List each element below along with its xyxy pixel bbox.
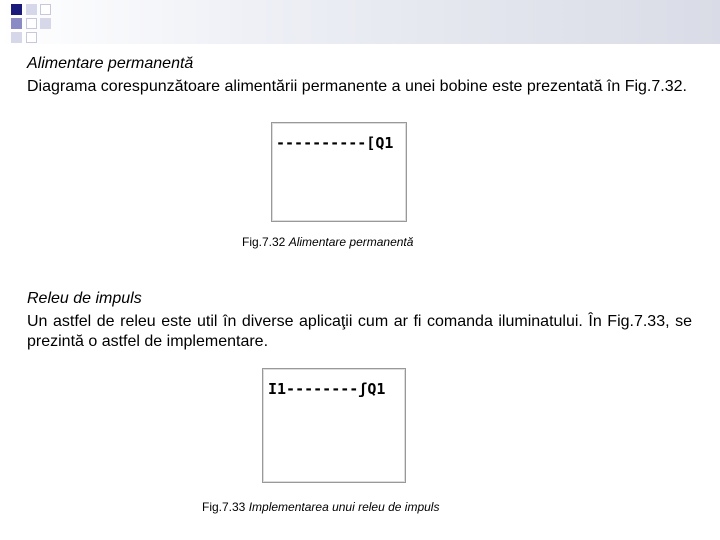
lcd-display-figure: [262, 368, 406, 483]
figure-number: Fig.7.33: [202, 500, 246, 514]
section-paragraph: Diagrama corespunzătoare alimentării permanente a unei bobine este prezentată în Fig.7.32.: [27, 78, 687, 95]
ladder-diagram-line: ----------[Q1: [276, 134, 394, 152]
section-paragraph: Un astfel de releu este util în diverse aplicaţii cum ar fi comanda iluminatului. În Fig.7.33, se prezintă o astfel de implementare.: [27, 313, 692, 350]
lcd-display-figure: [271, 122, 407, 222]
figure-number: Fig.7.32: [242, 235, 286, 249]
figure-title: Alimentare permanentă: [288, 235, 414, 249]
figure-caption: [202, 500, 439, 514]
section-heading: Alimentare permanentă: [27, 55, 194, 72]
section-heading: Releu de impuls: [27, 290, 142, 307]
header-band: [0, 0, 720, 44]
ladder-diagram-line: I1--------ʃQ1: [268, 380, 386, 398]
figure-caption: [242, 235, 413, 249]
figure-title: Implementarea unui releu de impuls: [248, 500, 440, 514]
